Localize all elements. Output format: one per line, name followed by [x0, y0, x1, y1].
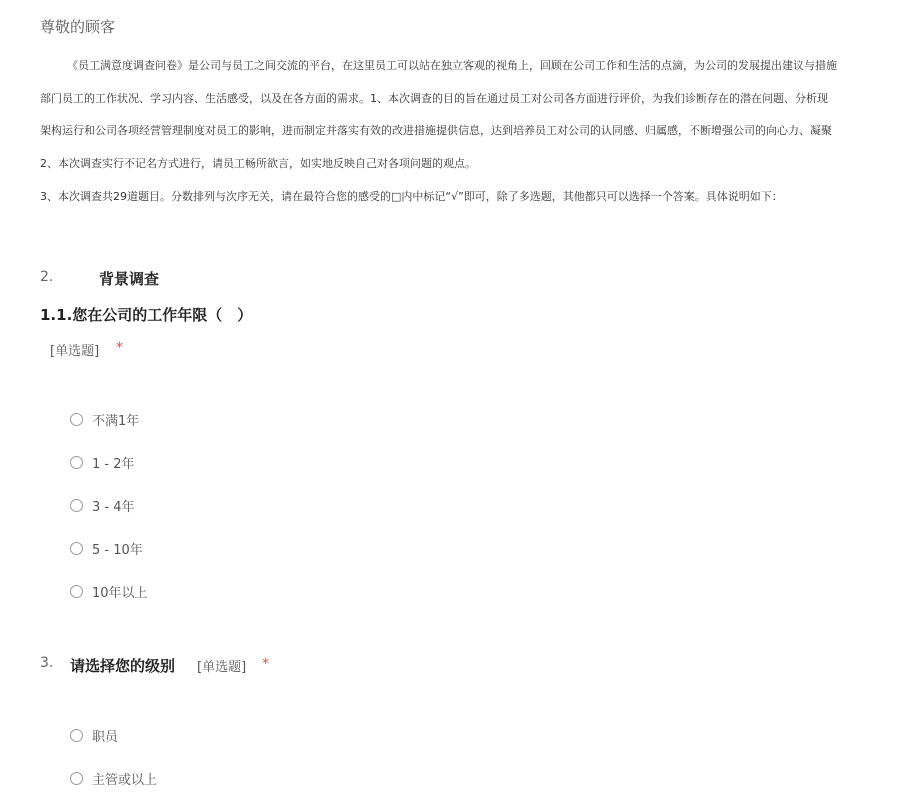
radio-button[interactable]: [70, 413, 83, 426]
intro-line-3: 架构运行和公司各项经营管理制度对员工的影响，进而制定并落实有效的改进措施提供信息，达到培养员工对公司的认同感、归属感，不断增强公司的向心力、凝聚: [40, 124, 832, 137]
radio-button[interactable]: [70, 772, 83, 785]
option-label: 3 - 4年: [92, 499, 135, 515]
required-mark: *: [262, 656, 269, 672]
intro-line-2: 部门员工的工作状况、学习内容、生活感受，以及在各方面的需求。1、本次调查的目的旨在通过员工对公司各方面进行评价，为我们诊断存在的潜在问题、分析现: [40, 92, 828, 105]
intro-line-4: 2、本次调查实行不记名方式进行，请员工畅所欲言，如实地反映自己对各项问题的观点。: [40, 157, 476, 170]
option-label: 不满1年: [92, 413, 140, 429]
option-level-staff[interactable]: [70, 725, 118, 745]
radio-button[interactable]: [70, 729, 83, 742]
radio-button[interactable]: [70, 499, 83, 512]
greeting: 尊敬的顾客: [40, 18, 116, 36]
option-tenure-5-10[interactable]: [70, 538, 143, 558]
radio-button[interactable]: [70, 585, 83, 598]
option-label: 10年以上: [92, 585, 148, 601]
option-tenure-under-1[interactable]: [70, 409, 139, 429]
intro-line-5: 3、本次调查共29道题目。分数排列与次序无关，请在最符合您的感受的□内中标记“√”即可，除了多选题，其他都只可以选择一个答案。具体说明如下：: [40, 190, 783, 203]
radio-button[interactable]: [70, 542, 83, 555]
section-2-number: 2.: [40, 269, 54, 285]
option-tenure-over-10[interactable]: [70, 581, 148, 601]
question-1-1-type: [单选题]: [50, 344, 100, 359]
section-3-number: 3.: [40, 655, 54, 671]
option-label: 1 - 2年: [92, 456, 135, 472]
section-2-title: 背景调查: [99, 270, 160, 288]
option-label: 职员: [92, 729, 119, 745]
intro-line-1: 《员工满意度调查问卷》是公司与员工之间交流的平台，在这里员工可以站在独立客观的视角上，回顾在公司工作和生活的点滴，为公司的发展提出建议与措施: [67, 59, 837, 72]
required-mark: *: [116, 340, 123, 356]
question-level-type: [单选题]: [197, 660, 247, 675]
option-tenure-1-2[interactable]: [70, 452, 135, 472]
question-1-1-title: 1.1.您在公司的工作年限（ ）: [40, 306, 253, 324]
option-label: 主管或以上: [92, 772, 158, 788]
option-tenure-3-4[interactable]: [70, 495, 135, 515]
radio-button[interactable]: [70, 456, 83, 469]
option-level-supervisor[interactable]: [70, 768, 157, 788]
question-level-title: 请选择您的级别: [70, 657, 176, 675]
option-label: 5 - 10年: [92, 542, 143, 558]
